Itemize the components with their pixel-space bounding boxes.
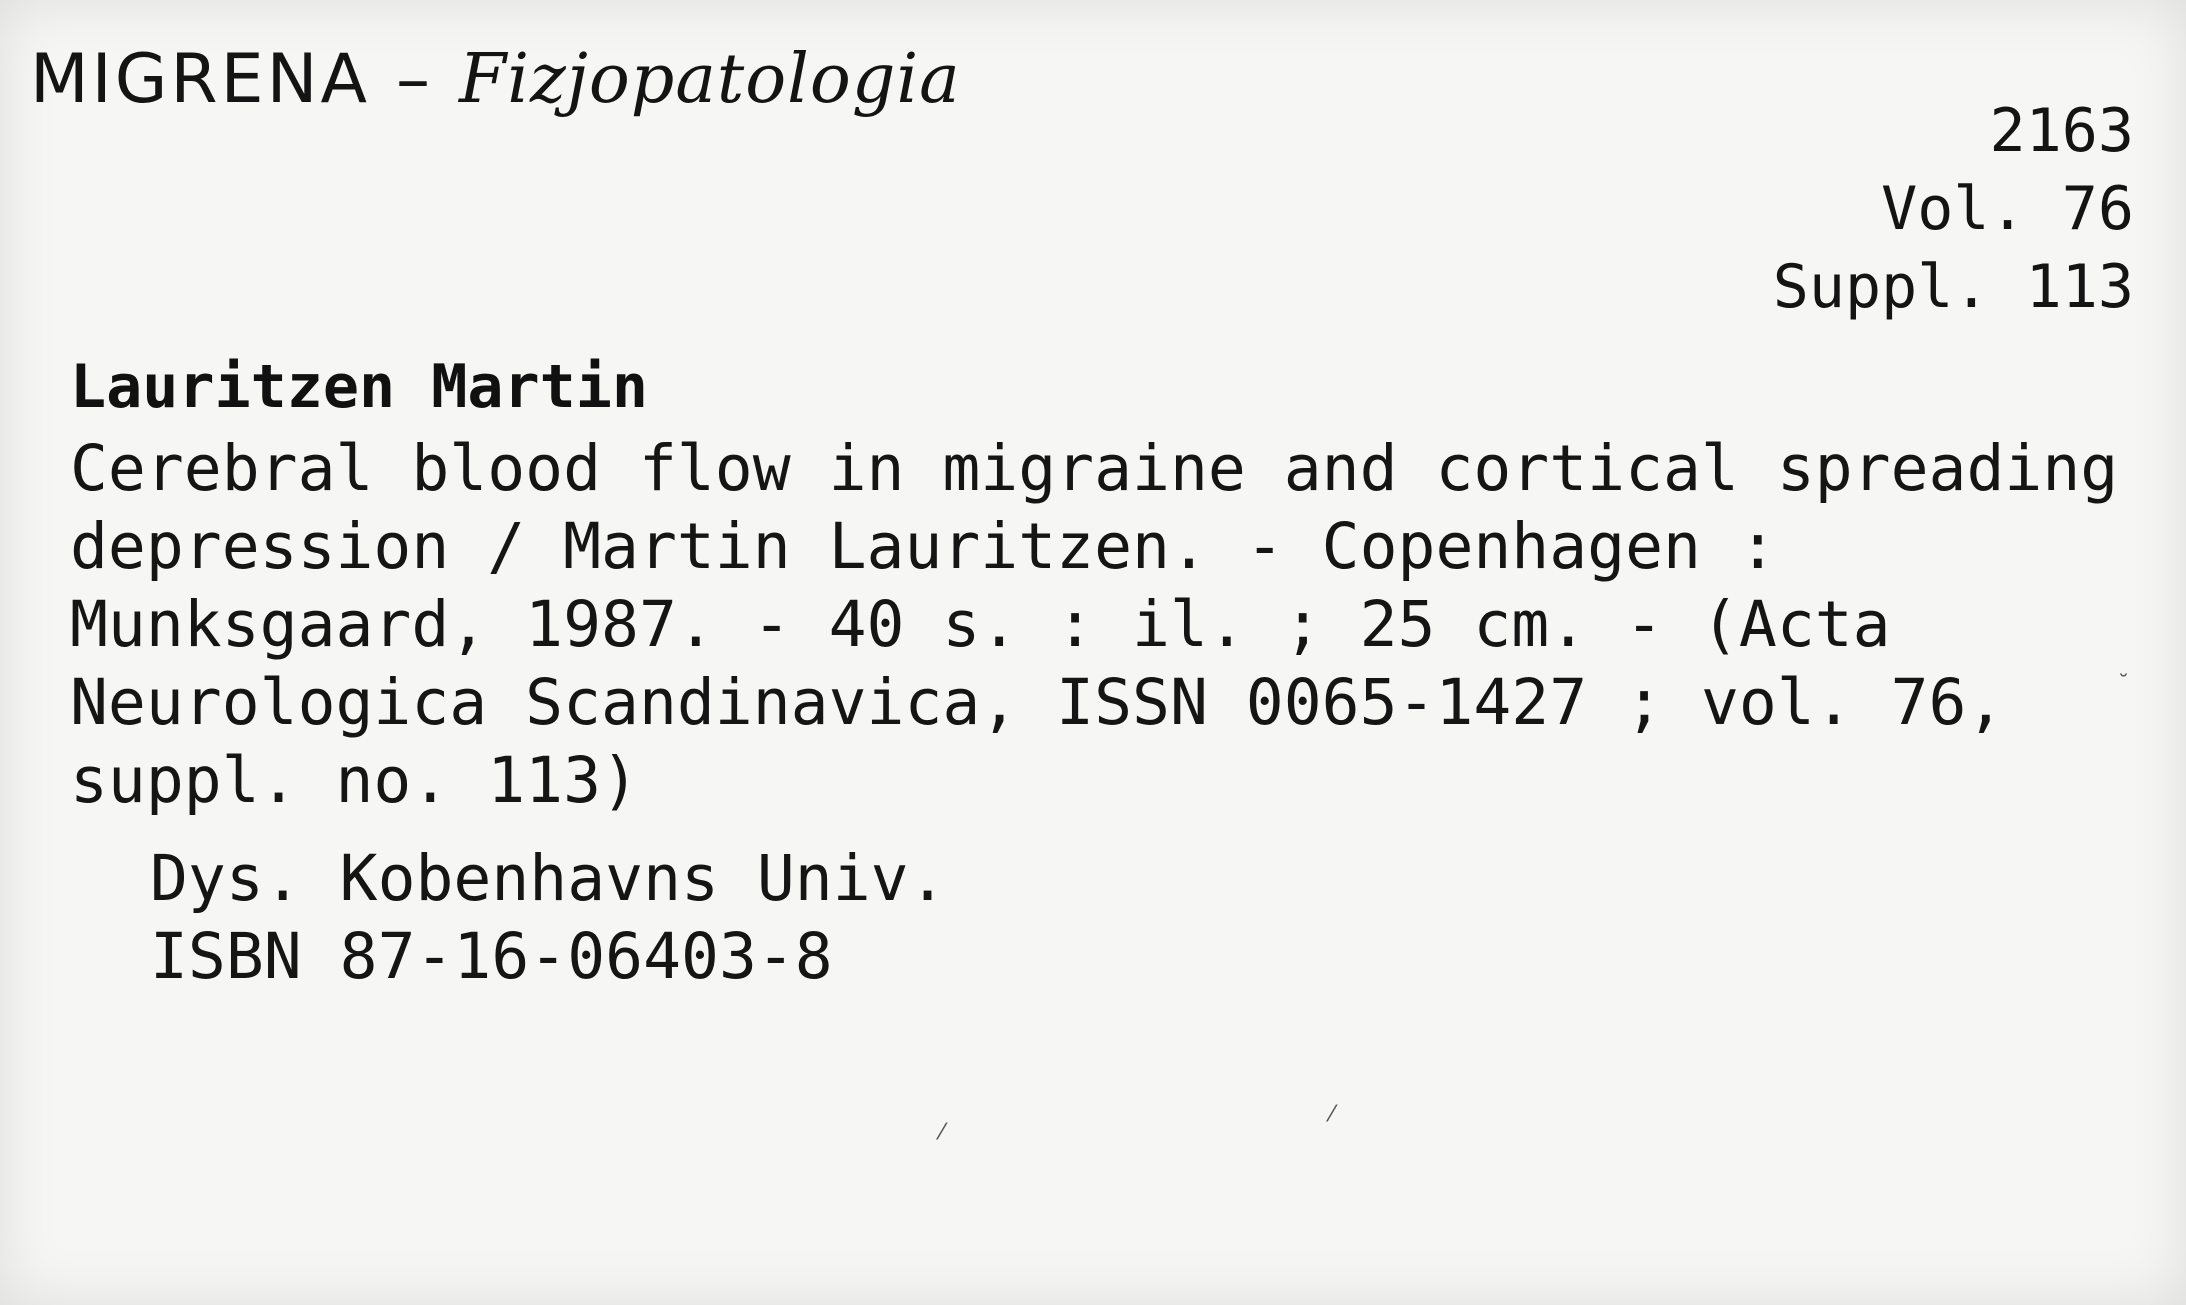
author-entry: Lauritzen Martin: [70, 352, 648, 422]
bibliographic-description: [70, 430, 2118, 820]
description-line: Neurologica Scandinavica, ISSN 0065-1427 ; vol. 76,: [70, 666, 2005, 739]
isbn-note: ISBN 87-16-06403-8: [150, 920, 833, 993]
subject-heading: [30, 40, 961, 119]
subject-term: MIGRENA: [30, 40, 371, 119]
dissertation-note: Dys. Kobenhavns Univ.: [150, 842, 947, 915]
description-line: Cerebral blood flow in migraine and cortical spreading: [70, 432, 2119, 505]
description-line: suppl. no. 113): [70, 744, 639, 817]
volume-number: Vol. 76: [1881, 174, 2134, 244]
description-line: Munksgaard, 1987. - 40 s. : il. ; 25 cm. - (Acta: [70, 588, 1891, 661]
paper-speck: ⁄: [940, 1120, 944, 1145]
call-number: 2163: [1989, 96, 2134, 166]
supplement-number: Suppl. 113: [1772, 252, 2134, 322]
paper-speck: ˘: [2118, 672, 2129, 697]
subject-subdivision: Fizjopatologia: [459, 40, 961, 119]
paper-speck: ⁄: [1330, 1102, 1334, 1127]
heading-separator: –: [396, 40, 434, 119]
description-line: depression / Martin Lauritzen. - Copenhagen :: [70, 510, 1777, 583]
call-number-block: [1773, 92, 2134, 326]
notes-block: [150, 840, 947, 996]
